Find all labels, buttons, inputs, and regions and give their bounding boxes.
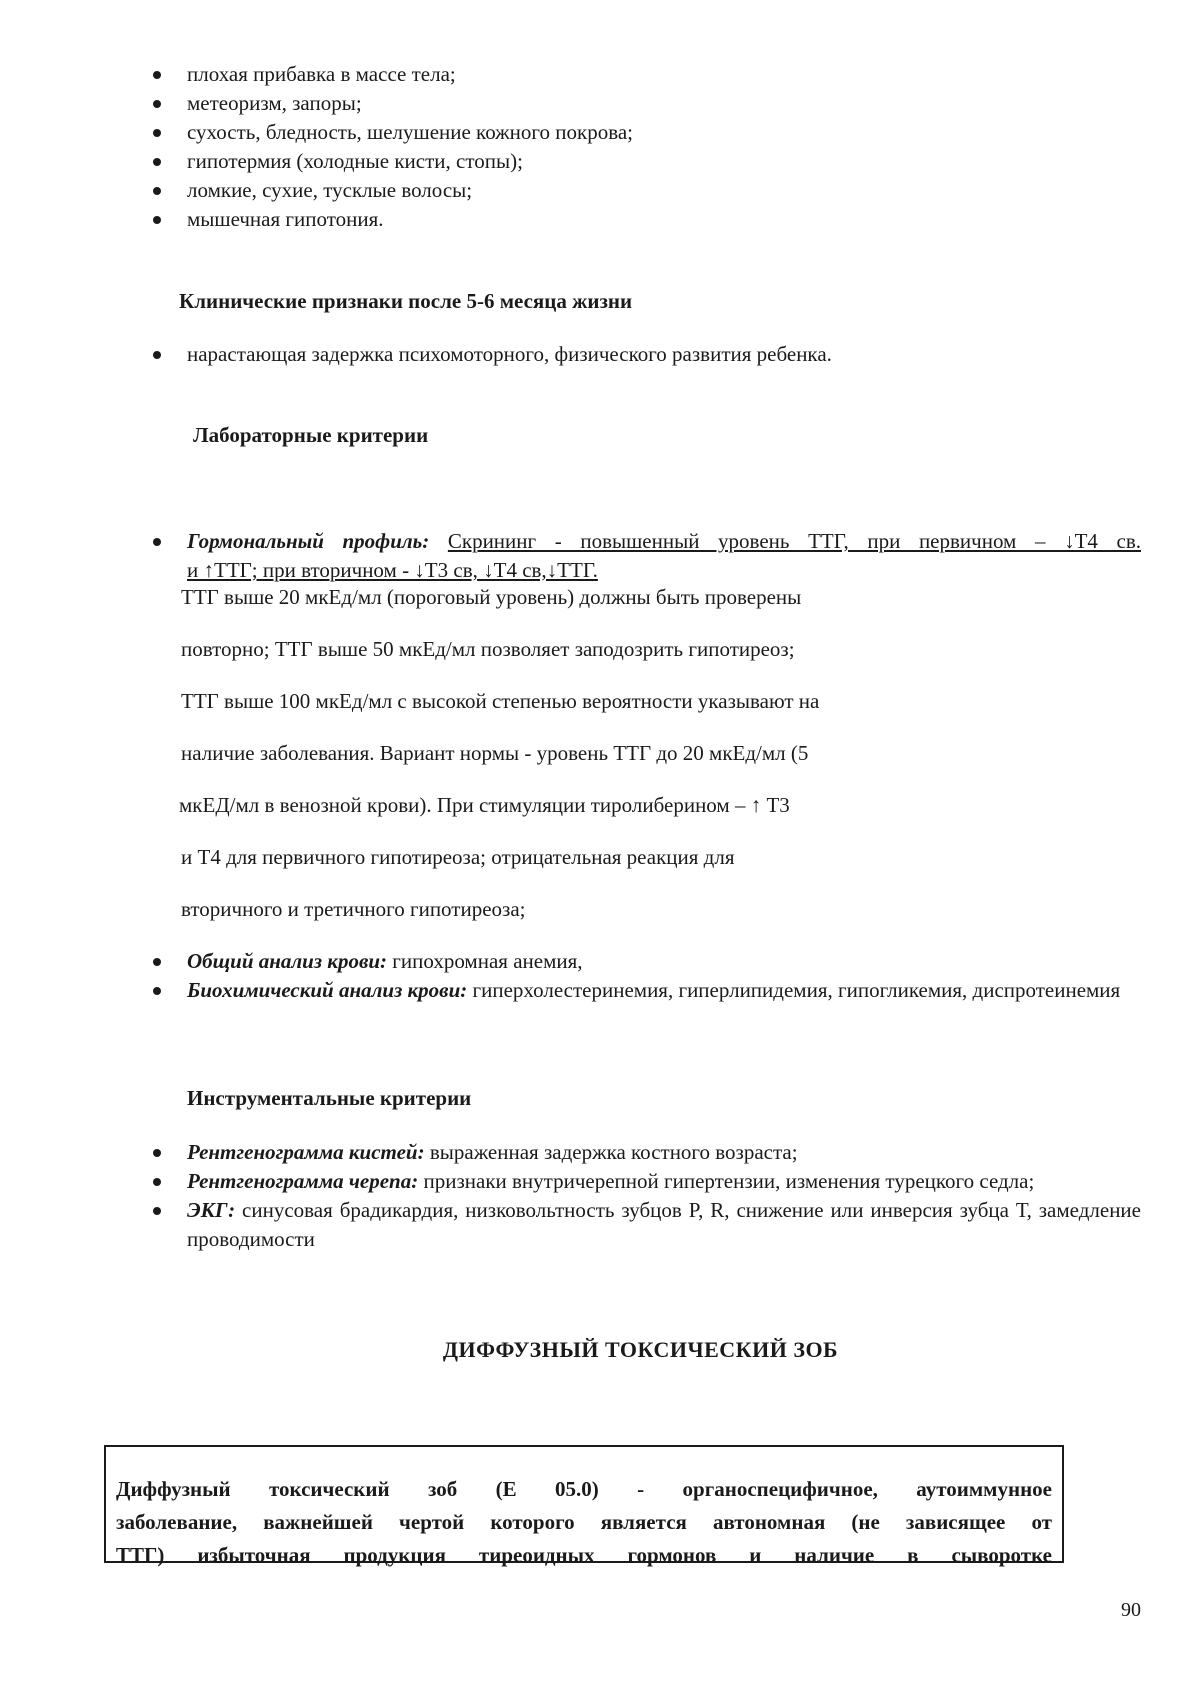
blood-tests-list [0, 947, 1191, 1005]
list-item: ломкие, сухие, тусклые волосы; [0, 176, 1191, 205]
early-symptoms-list [0, 60, 1191, 234]
bio-label: Биохимический анализ крови: [187, 978, 468, 1002]
hormonal-text-line: повторно; ТТГ выше 50 мкЕд/мл позволяет заподозрить гипотиреоз; [181, 637, 795, 661]
list-item [0, 1167, 1191, 1196]
list-item: плохая прибавка в массе тела; [0, 60, 1191, 89]
definition-line: заболевание, важнейшей чертой которого является автономная (не зависящее от [116, 1510, 1052, 1534]
hormonal-text-line: и Т4 для первичного гипотиреоза; отрицательная реакция для [181, 845, 735, 869]
definition-line: ТТГ) избыточная продукция тиреоидных гормонов и наличие в сыворотке [116, 1543, 1052, 1567]
clinical-heading: Клинические признаки после 5-6 месяца жизни [179, 289, 633, 313]
list-item [0, 976, 1191, 1005]
instr-text: признаки внутричерепной гипертензии, изменения турецкого седла; [418, 1169, 1035, 1193]
instr-text: синусовая брадикардия, низковольтность зубцов P, R, снижение или инверсия зубца Т, замедление проводимости [187, 1198, 1141, 1251]
instr-heading: Инструментальные критерии [187, 1086, 472, 1110]
instr-text: выраженная задержка костного возраста; [424, 1140, 798, 1164]
hormonal-text-line: мкЕД/мл в венозной крови). При стимуляции тиролиберином – ↑ Т3 [179, 793, 790, 817]
lab-heading: Лабораторные критерии [193, 423, 429, 447]
hormonal-text-line: ТТГ выше 100 мкЕд/мл с высокой степенью вероятности указывают на [181, 689, 820, 713]
list-item: мышечная гипотония. [0, 205, 1191, 234]
list-item: сухость, бледность, шелушение кожного покрова; [0, 118, 1191, 147]
instr-label: Рентгенограмма черепа: [187, 1169, 419, 1193]
definition-box [104, 1445, 1064, 1567]
list-item: метеоризм, запоры; [0, 89, 1191, 118]
section-title: ДИФФУЗНЫЙ ТОКСИЧЕСКИЙ ЗОБ [442, 1337, 839, 1362]
clinical-list [0, 340, 1191, 369]
hormonal-list [0, 527, 1191, 556]
cbc-text: гипохромная анемия, [387, 949, 583, 973]
screening-line-1: Скрининг - повышенный уровень ТТГ, при первичном – ↓Т4 св. [447, 529, 1141, 553]
list-item [0, 527, 1191, 556]
list-item [0, 1138, 1191, 1167]
instr-label: Рентгенограмма кистей: [187, 1140, 425, 1164]
cbc-label: Общий анализ крови: [187, 949, 388, 973]
list-item: нарастающая задержка психомоторного, физического развития ребенка. [0, 340, 1191, 369]
instr-label: ЭКГ: [187, 1198, 236, 1222]
hormonal-label: Гормональный профиль: [187, 529, 430, 553]
page-number: 90 [1121, 1599, 1141, 1621]
bio-text: гиперхолестеринемия, гиперлипидемия, гипогликемия, диспротеинемия [467, 978, 1121, 1002]
list-item: гипотермия (холодные кисти, стопы); [0, 147, 1191, 176]
hormonal-text-line: вторичного и третичного гипотиреоза; [181, 897, 526, 921]
hormonal-text-line: ТТГ выше 20 мкЕд/мл (пороговый уровень) должны быть проверены [181, 585, 802, 609]
list-item [0, 1196, 1191, 1254]
instr-list [0, 1138, 1191, 1254]
definition-line: Диффузный токсический зоб (Е 05.0) - органоспецифичное, аутоиммунное [116, 1477, 1052, 1501]
hormonal-text-line: наличие заболевания. Вариант нормы - уровень ТТГ до 20 мкЕд/мл (5 [181, 741, 809, 765]
list-item [0, 947, 1191, 976]
screening-line-2: и ↑ТТГ; при вторичном - ↓Т3 св, ↓Т4 св,↓ТТГ. [187, 558, 598, 582]
